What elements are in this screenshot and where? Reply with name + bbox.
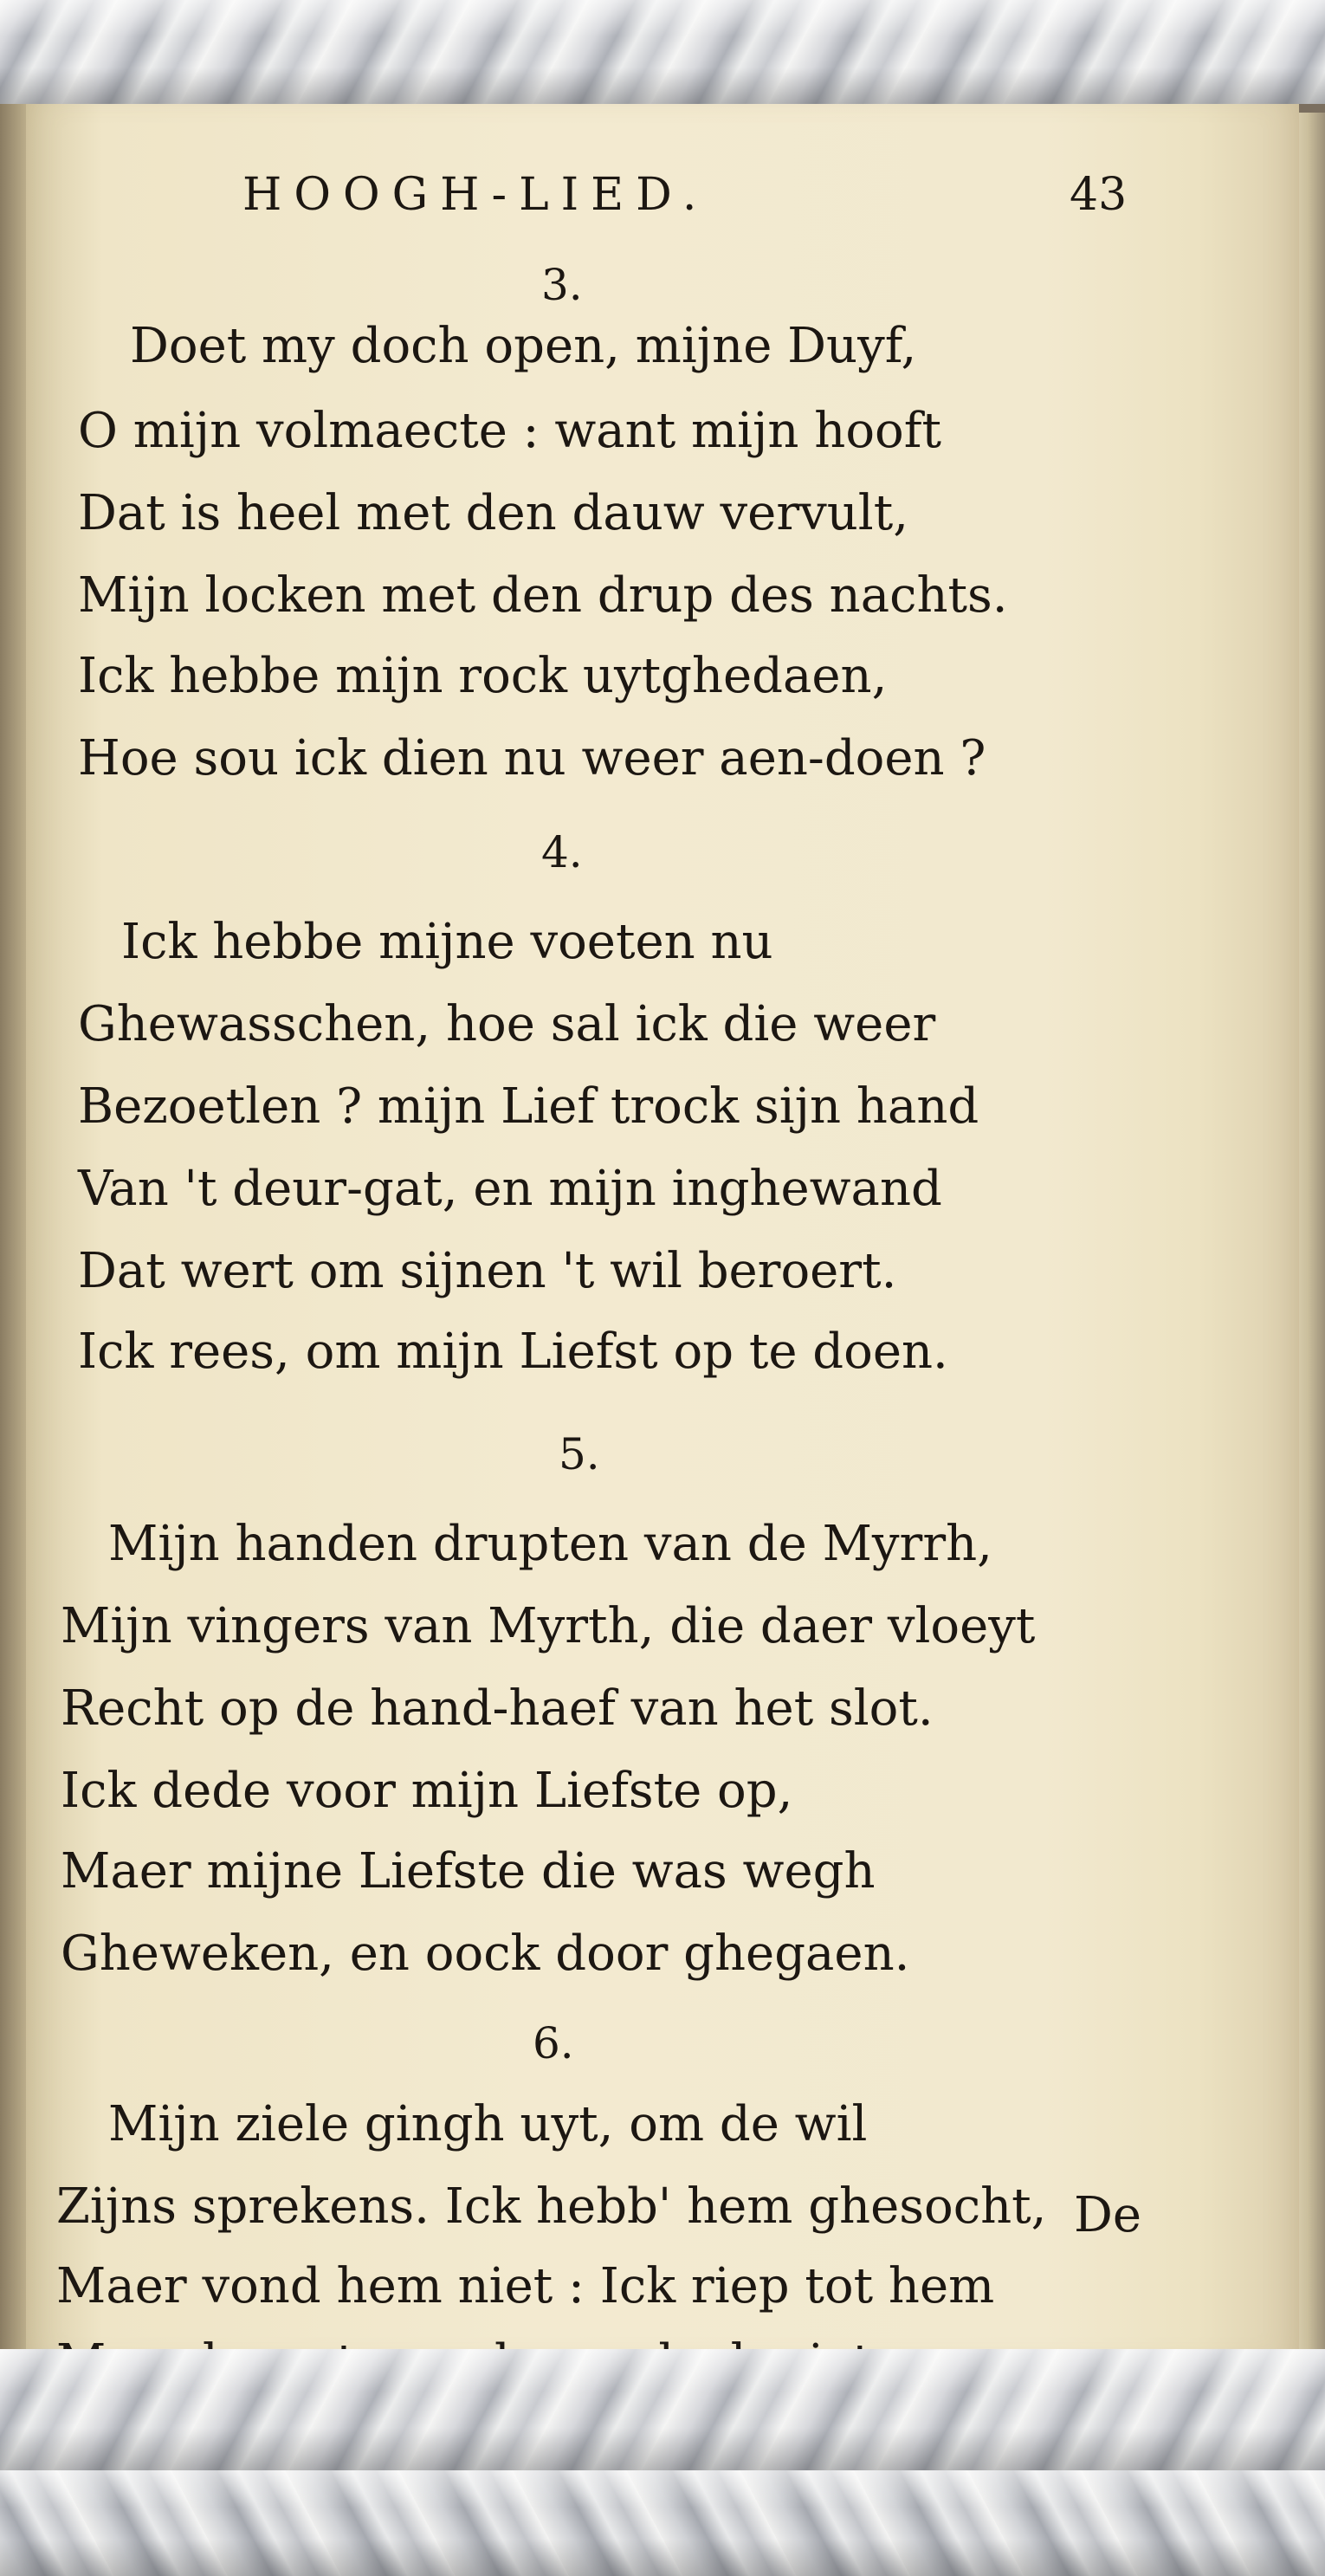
binding-cord-bottom <box>0 2349 1325 2470</box>
page-number: 43 <box>1070 169 1128 221</box>
verse-line: Doet my doch open, mijne Duyf, <box>130 318 917 374</box>
verse-line: Mijn ziele gingh uyt, om de wil <box>108 2096 868 2152</box>
verse-line: Gheweken, en oock door ghegaen. <box>61 1926 910 1982</box>
stanza-number: 5. <box>559 1429 600 1479</box>
stanza-number: 4. <box>541 827 583 877</box>
verse-line: Dat is heel met den dauw vervult, <box>78 485 908 541</box>
verse-line: Ick hebbe mijne voeten nu <box>121 914 773 970</box>
verse-line: Maer vond hem niet : Ick riep tot hem <box>56 2258 995 2314</box>
verse-line: Maer mijne Liefste die was wegh <box>61 1843 876 1900</box>
verse-line: O mijn volmaecte : want mijn hooft <box>78 403 941 459</box>
stanza-number: 6. <box>533 2018 574 2068</box>
verse-line: Van 't deur-gat, en mijn inghewand <box>78 1161 942 1217</box>
binding-cord-top <box>0 0 1325 104</box>
stanza-number: 3. <box>541 260 583 310</box>
running-head: HOOGH-LIED. <box>242 169 709 221</box>
verse-line: Mijn locken met den drup des nachts. <box>78 567 1008 624</box>
verse-line: Zijns sprekens. Ick hebb' hem ghesocht, <box>56 2178 1047 2235</box>
verse-line: Bezoetlen ? mijn Lief trock sijn hand <box>78 1078 979 1135</box>
verse-line: Dat wert om sijnen 't wil beroert. <box>78 1243 897 1299</box>
binding-cord-bottom-lower <box>0 2470 1325 2576</box>
catchword: De <box>1074 2187 1142 2243</box>
verse-line: Ick rees, om mijn Liefst op te doen. <box>78 1324 948 1380</box>
verse-line: Hoe sou ick dien nu weer aen-doen ? <box>78 730 986 786</box>
verse-line: Ick dede voor mijn Liefste op, <box>61 1763 793 1819</box>
verse-line: Ghewasschen, hoe sal ick die weer <box>78 996 936 1052</box>
verse-line: Ick hebbe mijn rock uytghedaen, <box>78 648 888 704</box>
verse-line: Mijn handen drupten van de Myrrh, <box>108 1516 992 1572</box>
verse-line: Recht op de hand-haef van het slot. <box>61 1680 934 1737</box>
verse-line: Mijn vingers van Myrth, die daer vloeyt <box>61 1598 1036 1654</box>
